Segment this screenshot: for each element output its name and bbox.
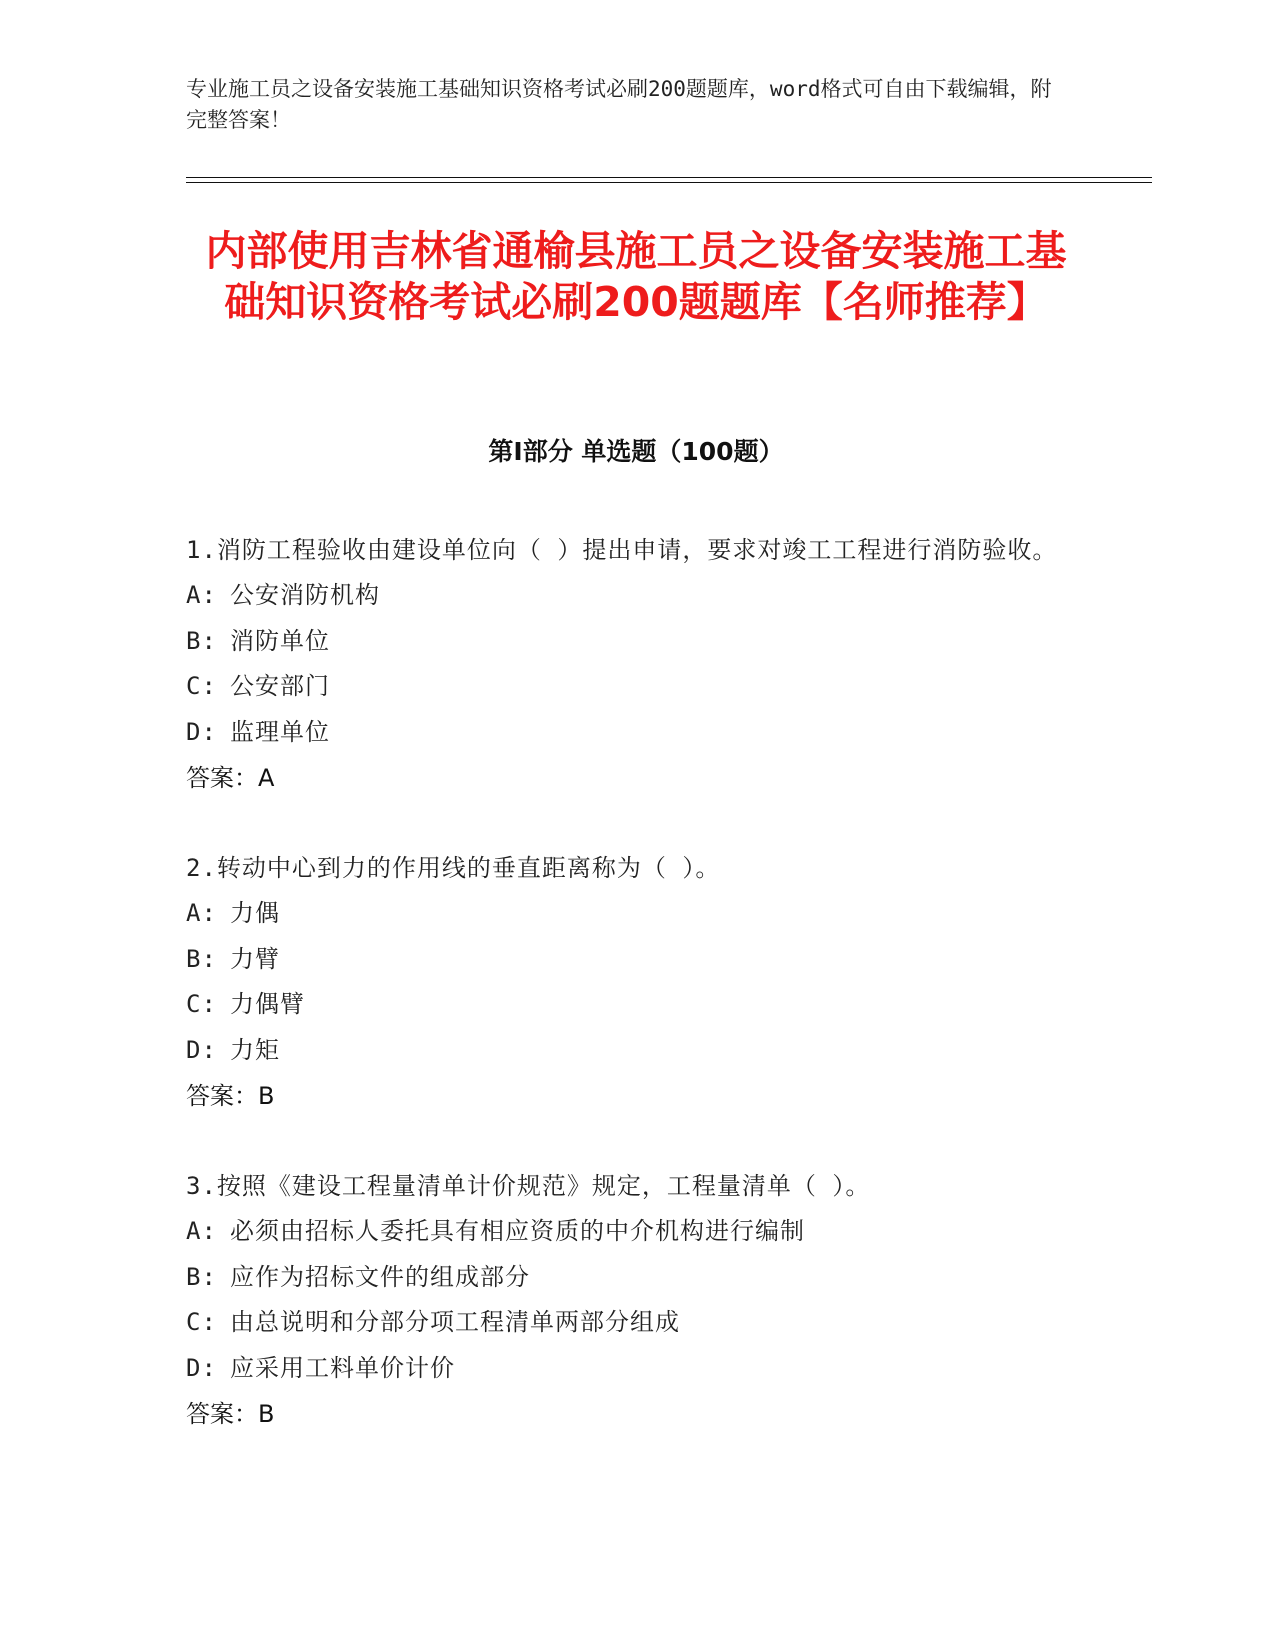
- option-c: [186, 1300, 1086, 1346]
- option-b: [186, 937, 1086, 983]
- option-text: 力矩: [230, 1035, 280, 1064]
- option-text: 力偶: [230, 899, 280, 927]
- option-d: [186, 1028, 1086, 1074]
- option-key: C:: [186, 672, 217, 700]
- option-key: B:: [186, 944, 217, 973]
- question-stem: 1.消防工程验收由建设单位向（ ）提出申请，要求对竣工工程进行消防验收。: [186, 536, 1058, 564]
- option-d: [186, 1346, 1086, 1392]
- option-key: D:: [186, 1035, 217, 1064]
- option-text: 必须由招标人委托具有相应资质的中介机构进行编制: [230, 1217, 805, 1245]
- option-text: 消防单位: [230, 626, 330, 655]
- option-key: B:: [186, 626, 217, 655]
- option-text: 公安部门: [230, 672, 330, 700]
- option-text: 应采用工料单价计价: [230, 1353, 455, 1382]
- answer: 答案：B: [186, 1082, 275, 1110]
- option-key: A:: [186, 1217, 217, 1245]
- option-key: D:: [186, 1353, 217, 1382]
- option-text: 监理单位: [230, 717, 330, 746]
- option-key: A:: [186, 899, 217, 927]
- question-stem: 3.按照《建设工程量清单计价规范》规定，工程量清单（ ）。: [186, 1172, 871, 1200]
- option-text: 由总说明和分部分项工程清单两部分组成: [230, 1308, 680, 1336]
- option-text: 力臂: [230, 944, 280, 973]
- option-b: [186, 1255, 1086, 1301]
- answer: 答案：A: [186, 764, 275, 792]
- question-1: [186, 527, 1086, 801]
- option-c: [186, 664, 1086, 710]
- option-a: [186, 891, 1086, 937]
- document-title: 内部使用吉林省通榆县施工员之设备安装施工基础知识资格考试必刷200题题库【名师推荐】: [205, 227, 1067, 326]
- option-key: C:: [186, 1308, 217, 1336]
- option-a: [186, 573, 1086, 619]
- option-text: 公安消防机构: [230, 581, 380, 609]
- question-2: [186, 845, 1086, 1119]
- option-c: [186, 982, 1086, 1028]
- option-key: D:: [186, 717, 217, 746]
- question-3: [186, 1163, 1086, 1437]
- header-note: 专业施工员之设备安装施工基础知识资格考试必刷200题题库，word格式可自由下载编辑，附完整答案！: [186, 77, 1052, 132]
- option-a: [186, 1209, 1086, 1255]
- option-d: [186, 710, 1086, 756]
- question-stem: 2.转动中心到力的作用线的垂直距离称为（ ）。: [186, 854, 721, 882]
- option-text: 应作为招标文件的组成部分: [230, 1262, 530, 1291]
- question-list: [186, 527, 1086, 1481]
- header-rule-bottom: [186, 182, 1152, 183]
- option-key: B:: [186, 1262, 217, 1291]
- header-rule-top: [186, 177, 1152, 178]
- option-b: [186, 619, 1086, 665]
- answer: 答案：B: [186, 1400, 275, 1428]
- option-key: A:: [186, 581, 217, 609]
- option-text: 力偶臂: [230, 990, 305, 1018]
- option-key: C:: [186, 990, 217, 1018]
- section-heading: 第I部分 单选题（100题）: [488, 437, 784, 466]
